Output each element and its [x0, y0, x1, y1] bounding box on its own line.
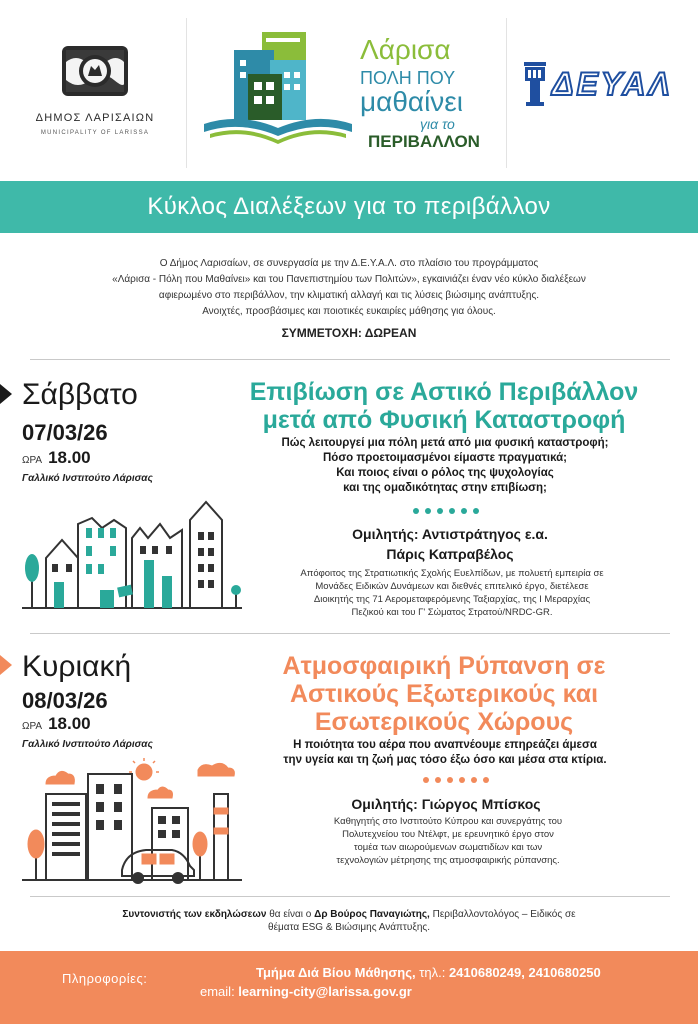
event1-bio-line: Πεζικού και του Γ' Σώματος Στρατού/NRDC-GR.: [351, 607, 553, 618]
event2-description: [220, 738, 670, 768]
deyal-wordmark: ΔΕΥΑΛ: [552, 66, 673, 102]
deyal-logo: [520, 60, 680, 110]
dot: [471, 777, 477, 783]
municipality-logo: [20, 30, 170, 150]
event1-time: [22, 448, 91, 468]
header-divider: [186, 18, 187, 168]
info-phone-label: τηλ.:: [415, 965, 449, 980]
event2-bio-line: Πολυτεχνείου του Ντέλφτ, με ερευνητικό έργο στον: [342, 829, 554, 840]
intro-line: Ο Δήμος Λαρισαίων, σε συνεργασία με την Δ.Ε.Υ.Α.Λ. στο πλαίσιο του προγράμματος: [159, 258, 539, 269]
section-divider: [30, 633, 670, 634]
coordinator-rest: Περιβαλλοντολόγος – Ειδικός σε: [429, 909, 576, 920]
title-banner: [0, 181, 698, 233]
dot: [423, 777, 429, 783]
event2-bio-line: τομέα των αιωρούμενων σωματιδίων και των: [353, 842, 543, 853]
section-divider: [30, 896, 670, 897]
event2-title: [214, 652, 674, 736]
learning-city-line2: ΠΟΛΗ ΠΟΥ: [360, 68, 456, 88]
event2-title-line: Αστικούς Εξωτερικούς και: [289, 680, 599, 708]
dot: [461, 508, 467, 514]
coordinator-note: [40, 908, 658, 934]
dot: [473, 508, 479, 514]
info-department: Τμήμα Διά Βίου Μάθησης,: [256, 965, 416, 980]
event2-bio-line: τεχνολογιών μέτρησης της ατμοσφαιρικής ρύπανσης.: [336, 855, 560, 866]
event2-time: [22, 714, 91, 734]
learning-city-line4: για το: [420, 116, 455, 132]
learning-city-line1: Λάρισα: [360, 34, 451, 65]
coordinator-mid: θα είναι ο: [266, 909, 315, 920]
header-divider: [506, 18, 507, 168]
municipality-sub: MUNICIPALITY OF LARISSA: [40, 130, 150, 136]
event1-bio-line: Απόφοιτος της Στρατιωτικής Σχολής Ευελπίδων, με πολυετή εμπειρία σε: [300, 568, 604, 579]
city-damage-illustration: [22, 498, 248, 614]
info-email-link[interactable]: learning-city@larissa.gov.gr: [238, 984, 412, 999]
dot: [447, 777, 453, 783]
event2-date: 08/03/26: [22, 688, 108, 713]
event1-venue: Γαλλικό Ινστιτούτο Λάρισας: [22, 473, 153, 484]
event1-speaker-line: Ομιλητής: Αντιστράτηγος ε.α.: [352, 526, 548, 542]
event1-title: [214, 378, 674, 434]
dot: [483, 777, 489, 783]
city-pollution-illustration: [22, 758, 248, 888]
event2-speaker-line: Ομιλητής: Γιώργος Μπίσκος: [351, 796, 541, 812]
event1-time-value: 18.00: [48, 448, 91, 467]
banner-title: Κύκλος Διαλέξεων για το περιβάλλον: [147, 193, 551, 220]
event2-time-value: 18.00: [48, 714, 91, 733]
coordinator-lead: Συντονιστής των εκδηλώσεων: [122, 909, 267, 920]
water-tower-icon: [522, 62, 548, 106]
info-email-label: email:: [200, 984, 239, 999]
event1-desc-line: Και ποιος είναι ο ρόλος της ψυχολογίας: [336, 467, 554, 479]
dot: [459, 777, 465, 783]
event1-time-label: ΩΡΑ: [22, 455, 43, 466]
intro-line: «Λάρισα - Πόλη που Μαθαίνει» και του Πανεπιστημίου των Πολιτών», εγκαινιάζει έναν νέο κύκλο διαλέξεων: [112, 274, 586, 285]
info-email-line: [200, 984, 412, 999]
event1-bio-line: Μονάδες Ειδικών Δυνάμεων και διεθνές επιτελικό έργο, διετέλεσε: [315, 581, 589, 592]
event-arrow-icon: [0, 655, 12, 675]
event1-speaker-bio: [240, 567, 664, 619]
dot: [449, 508, 455, 514]
intro-line: Ανοιχτές, προσβάσιμες και ποιοτικές ευκαιρίες μάθησης για όλους.: [202, 306, 496, 317]
dot: [425, 508, 431, 514]
learning-city-line5: ΠΕΡΙΒΑΛΛΟΝ: [368, 132, 480, 151]
info-label: Πληροφορίες:: [62, 971, 148, 986]
event2-desc-line: Η ποιότητα του αέρα που αναπνέουμε επηρεάζει άμεσα: [293, 739, 597, 751]
municipality-emblem-icon: [56, 32, 134, 110]
event1-date: 07/03/26: [22, 420, 108, 445]
event2-title-line: Εσωτερικούς Χώρους: [314, 708, 574, 736]
event2-time-label: ΩΡΑ: [22, 721, 43, 732]
info-phone-line: [256, 965, 601, 980]
event2-speaker-bio: [236, 815, 660, 867]
event1-speaker-line: Πάρις Καπραβέλος: [386, 546, 514, 562]
event1-title-line: μετά από Φυσική Καταστροφή: [262, 406, 626, 434]
municipality-name: ΔΗΜΟΣ ΛΑΡΙΣΑΙΩΝ: [35, 112, 155, 124]
info-phones[interactable]: 2410680249, 2410680250: [448, 965, 601, 980]
learning-city-line3: μαθαίνει: [360, 86, 464, 117]
event2-title-line: Ατμοσφαιρική Ρύπανση σε: [282, 652, 606, 680]
event1-speaker: [240, 524, 660, 564]
event2-venue: Γαλλικό Ινστιτούτο Λάρισας: [22, 739, 153, 750]
info-footer: [0, 951, 698, 1024]
coordinator-name: Δρ Βούρος Παναγιώτης,: [314, 909, 430, 920]
event2-bio-line: Καθηγητής στο Ινστιτούτο Κύπρου και συνεργάτης του: [333, 816, 563, 827]
event2-day: Κυριακή: [22, 650, 132, 683]
section-divider: [30, 359, 670, 360]
event1-desc-line: Πώς λειτουργεί μια πόλη μετά από μια φυσική καταστροφή;: [281, 437, 609, 449]
coordinator-line2: θέματα ESG & Βιώσιμης Ανάπτυξης.: [268, 922, 430, 933]
event1-bio-line: Διοικητής της 71 Αερομεταφερόμενης Ταξιαρχίας, της Ι Μεραρχίας: [313, 594, 591, 605]
dot: [413, 508, 419, 514]
participation-note: ΣΥΜΜΕΤΟΧΗ: ΔΩΡΕΑΝ: [281, 326, 417, 340]
city-book-icon: [200, 28, 356, 156]
event2-speaker: [236, 794, 656, 814]
event1-desc-line: Πόσο προετοιμασμένοι είμαστε πραγματικά;: [322, 452, 567, 464]
learning-city-logo: [200, 22, 500, 162]
header: [0, 0, 698, 178]
event1-day: Σάββατο: [22, 378, 138, 411]
dot: [437, 508, 443, 514]
intro-line: αφιερωμένο στο περιβάλλον, την κλιματική αλλαγή και τις λύσεις βιώσιμης ανάπτυξης.: [158, 290, 540, 301]
coordinator-line: [40, 908, 658, 921]
event1-title-line: Επιβίωση σε Αστικό Περιβάλλον: [249, 378, 639, 406]
intro-text: [30, 256, 668, 320]
event-arrow-icon: [0, 384, 12, 404]
event1-description: [220, 436, 670, 496]
dot: [435, 777, 441, 783]
event1-desc-line: και της ομαδικότητας στην επιβίωση;: [343, 482, 547, 494]
event2-desc-line: την υγεία και τη ζωή μας τόσο έξω όσο και μέσα στα κτίρια.: [283, 754, 607, 766]
